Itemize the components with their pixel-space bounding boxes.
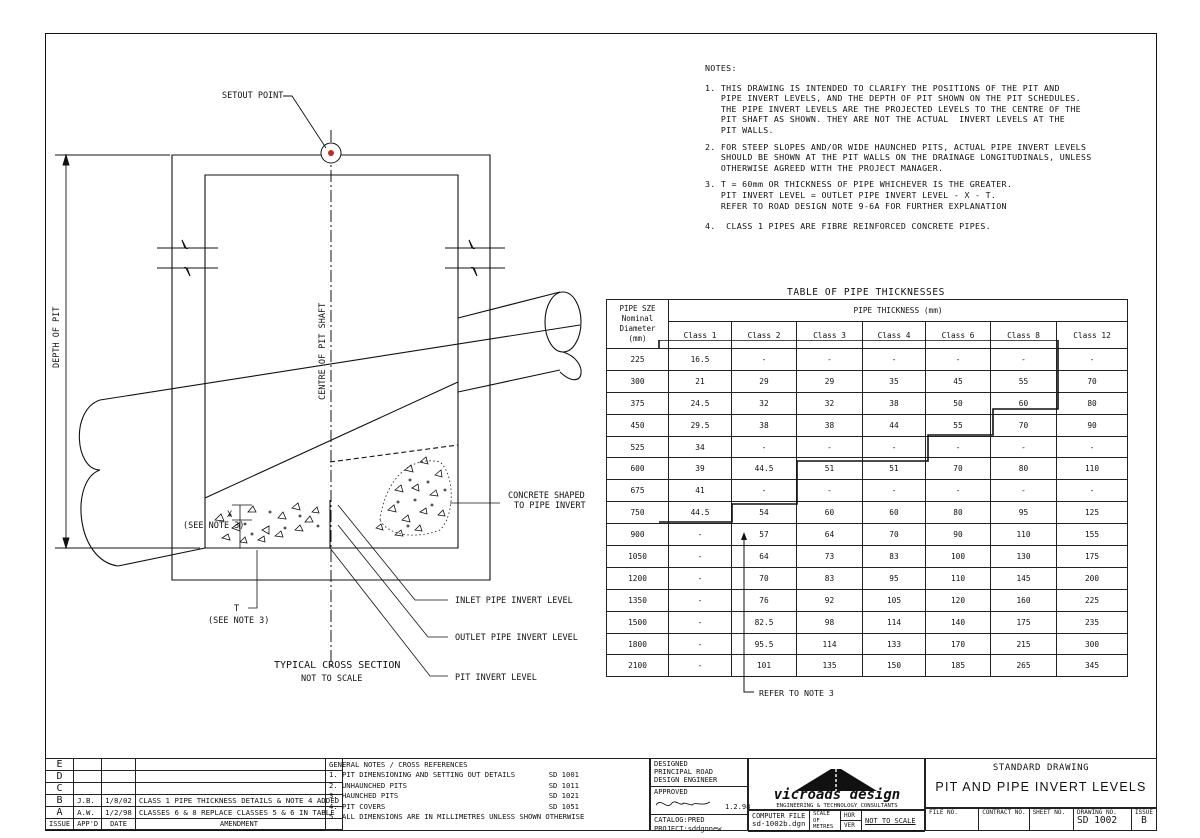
thickness-cell: - — [669, 546, 732, 568]
thickness-cell: 38 — [863, 392, 926, 414]
thickness-cell: 95.5 — [732, 633, 797, 655]
thickness-cell: 16.5 — [669, 349, 732, 371]
thickness-cell: - — [669, 655, 732, 677]
catalog-label: CATALOG:PRED — [651, 814, 747, 825]
drawing-no-cell: DRAWING NO. SD 1002 — [1074, 809, 1132, 831]
signoff-block — [650, 758, 751, 833]
thickness-cell: - — [669, 611, 732, 633]
thickness-cell: 90 — [926, 524, 991, 546]
thickness-cell: - — [669, 524, 732, 546]
pipe-size-cell: 1200 — [607, 567, 669, 589]
thickness-cell: 50 — [926, 392, 991, 414]
pipe-size-header: PIPE SZE Nominal Diameter (mm) — [607, 300, 669, 349]
thickness-cell: - — [669, 633, 732, 655]
thickness-cell: 114 — [797, 633, 863, 655]
thickness-cell: 95 — [863, 567, 926, 589]
inlet-pipe-mouth — [545, 292, 581, 352]
outlet-pipe-label: OUTLET PIPE INVERT LEVEL — [455, 633, 578, 643]
pipe-thickness-header: PIPE THICKNESS (mm) — [669, 300, 1128, 322]
thickness-cell: - — [991, 436, 1057, 458]
thickness-cell: - — [991, 480, 1057, 502]
thickness-cell: 60 — [797, 502, 863, 524]
thickness-cell: 73 — [797, 546, 863, 568]
typical-cross-section-label: TYPICAL CROSS SECTION — [274, 660, 401, 671]
designed-value-1: PRINCIPAL ROAD — [654, 768, 714, 776]
thickness-cell: - — [991, 349, 1057, 371]
class-header: Class 1 — [669, 322, 732, 349]
setout-point-label: SETOUT POINT — [222, 91, 284, 101]
general-notes-title: GENERAL NOTES / CROSS REFERENCES — [329, 760, 468, 769]
pipe-size-cell: 2100 — [607, 655, 669, 677]
thickness-cell: 64 — [732, 546, 797, 568]
thickness-cell: 82.5 — [732, 611, 797, 633]
thickness-cell: - — [797, 480, 863, 502]
thickness-cell: 80 — [926, 502, 991, 524]
thickness-cell: 110 — [1057, 458, 1128, 480]
thickness-cell: 92 — [797, 589, 863, 611]
general-note-item: 3. HAUNCHED PITS SD 1021 — [329, 791, 579, 801]
thickness-cell: 44.5 — [732, 458, 797, 480]
thickness-cell: - — [797, 436, 863, 458]
drawing-title-block — [925, 758, 1157, 808]
designed-value-2: DESIGN ENGINEER — [654, 776, 718, 784]
thickness-cell: 101 — [732, 655, 797, 677]
thickness-cell: 150 — [863, 655, 926, 677]
note-1: 1. THIS DRAWING IS INTENDED TO CLARIFY THE POSITIONS OF THE PIT AND PIPE INVERT LEVELS, AND THE DEPTH OF PIT SHOWN ON THE PIT SCHEDULES. THE PIPE INVERT LEVELS ARE THE PROJECTED LEVELS TO THE CENTRE OF THE PIT SHAFT AS SHOWN. THEY ARE NOT THE ACTUAL INVERT LEVELS AT THE PIT WALLS. — [705, 82, 1081, 135]
thickness-cell: 105 — [863, 589, 926, 611]
note-4: 4. CLASS 1 PIPES ARE FIBRE REINFORCED CONCRETE PIPES. — [705, 221, 991, 232]
inlet-pipe-label: INLET PIPE INVERT LEVEL — [455, 596, 573, 606]
refer-note-label: REFER TO NOTE 3 — [759, 688, 834, 698]
project-label: PROJECT:sddgnnew — [654, 825, 722, 833]
pipe-size-cell: 1500 — [607, 611, 669, 633]
approved-label: APPROVED — [651, 786, 747, 797]
file-scale-table — [748, 810, 925, 832]
thickness-cell: 300 — [1057, 633, 1128, 655]
thickness-cell: 145 — [991, 567, 1057, 589]
t-leader — [248, 550, 257, 608]
thickness-cell: 110 — [991, 524, 1057, 546]
scale-label-cell: SCALE OF METRES — [810, 811, 841, 832]
pit-invert-leader — [330, 548, 448, 676]
thickness-cell: 133 — [863, 633, 926, 655]
thickness-cell: 57 — [732, 524, 797, 546]
drawing-type: STANDARD DRAWING — [992, 763, 1090, 773]
pipe-size-cell: 300 — [607, 370, 669, 392]
thickness-cell: 175 — [1057, 546, 1128, 568]
note-2: 2. FOR STEEP SLOPES AND/OR WIDE HAUNCHED PITS, ACTUAL PIPE INVERT LEVELS SHOULD BE SHOWN AT THE PIT WALLS ON THE DRAINAGE LONGITUDINALS, UNLESS OTHERWISE AGREED WITH THE PROJECT MANAGER. — [705, 141, 1092, 173]
table-title: TABLE OF PIPE THICKNESSES — [787, 287, 945, 298]
thickness-cell: - — [732, 349, 797, 371]
thickness-cell: 45 — [926, 370, 991, 392]
thickness-cell: 345 — [1057, 655, 1128, 677]
thickness-cell: 235 — [1057, 611, 1128, 633]
approver-signature — [654, 797, 714, 811]
amendment-row: A A.W. 1/2/98 CLASSES 6 & 8 REPLACE CLASSES 5 & 6 IN TABLE — [46, 807, 343, 819]
class-header: Class 8 — [991, 322, 1057, 349]
thickness-cell: 44.5 — [669, 502, 732, 524]
amendment-header-row: ISSUE APP'D DATE AMENDMENT — [46, 819, 343, 830]
logo-block — [748, 758, 925, 810]
thickness-cell: 155 — [1057, 524, 1128, 546]
thickness-cell: 51 — [797, 458, 863, 480]
general-note-item: 5. ALL DIMENSIONS ARE IN MILLIMETRES UNLESS SHOWN OTHERWISE — [329, 812, 585, 822]
thickness-cell: 90 — [1057, 414, 1128, 436]
thickness-cell: - — [863, 349, 926, 371]
pipe-size-cell: 225 — [607, 349, 669, 371]
see-note-3-label-a: (SEE NOTE 3) — [183, 521, 245, 531]
thickness-cell: 64 — [797, 524, 863, 546]
thickness-cell: 60 — [991, 392, 1057, 414]
pipe-size-cell: 450 — [607, 414, 669, 436]
pipe-size-cell: 525 — [607, 436, 669, 458]
thickness-cell: 32 — [797, 392, 863, 414]
thickness-cell: 70 — [926, 458, 991, 480]
refer-arrow — [741, 532, 747, 540]
thickness-cell: 54 — [732, 502, 797, 524]
computer-file-cell: COMPUTER FILE sd-1002b.dgn — [749, 811, 810, 832]
thickness-cell: 70 — [863, 524, 926, 546]
class-header: Class 6 — [926, 322, 991, 349]
inlet-pipe-top — [458, 292, 560, 318]
contract-no-label: CONTRACT NO. — [979, 809, 1029, 831]
pipe-size-cell: 1800 — [607, 633, 669, 655]
t-label: T — [234, 604, 240, 614]
table-boundary-overlay — [600, 340, 1140, 700]
thickness-cell: 175 — [991, 611, 1057, 633]
thickness-cell: 98 — [797, 611, 863, 633]
thickness-cell: 35 — [863, 370, 926, 392]
thickness-cell: 70 — [1057, 370, 1128, 392]
thickness-cell: 41 — [669, 480, 732, 502]
thickness-cell: - — [1057, 480, 1128, 502]
thickness-cell: - — [926, 480, 991, 502]
thickness-cell: 38 — [797, 414, 863, 436]
designed-label: DESIGNED — [654, 760, 688, 768]
amendment-row: B J.B. 1/8/02 CLASS 1 PIPE THICKNESS DETAILS & NOTE 4 ADDED — [46, 795, 343, 807]
cross-section-drawing — [0, 0, 600, 700]
thickness-cell: 34 — [669, 436, 732, 458]
class-boundary-line — [659, 340, 1058, 522]
thickness-cell: 70 — [991, 414, 1057, 436]
thickness-cell: 160 — [991, 589, 1057, 611]
concrete-fill-right — [376, 457, 451, 536]
thickness-cell: 185 — [926, 655, 991, 677]
thickness-cell: - — [1057, 436, 1128, 458]
pipe-size-cell: 375 — [607, 392, 669, 414]
thickness-cell: 29 — [732, 370, 797, 392]
thickness-cell: 60 — [863, 502, 926, 524]
thickness-cell: 170 — [926, 633, 991, 655]
thickness-cell: 44 — [863, 414, 926, 436]
sheet-no-label: SHEET NO. — [1029, 809, 1073, 831]
concrete-shaped-label: CONCRETE SHAPED — [508, 491, 585, 501]
note-3: 3. T = 60mm OR THICKNESS OF PIPE WHICHEVER IS THE GREATER. PIT INVERT LEVEL = OUTLET PIPE INVERT LEVEL - X - T. REFER TO ROAD DESIGN NOTE 9-6A FOR FURTHER EXPLANATION — [705, 179, 1013, 211]
invert-dashed-line — [330, 445, 458, 462]
thickness-cell: 83 — [797, 567, 863, 589]
refer-leader — [744, 537, 754, 692]
thickness-cell: 76 — [732, 589, 797, 611]
pit-invert-label: PIT INVERT LEVEL — [455, 673, 537, 683]
logo-sub-text: ENGINEERING & TECHNOLOGY CONSULTANTS — [776, 803, 898, 809]
thickness-cell: 80 — [991, 458, 1057, 480]
thickness-cell: 55 — [926, 414, 991, 436]
thickness-cell: 95 — [991, 502, 1057, 524]
inlet-pipe-bottom — [458, 370, 560, 392]
thickness-cell: 55 — [991, 370, 1057, 392]
thickness-cell: 24.5 — [669, 392, 732, 414]
scale-value: NOT TO SCALE — [862, 811, 925, 832]
notes-block — [705, 63, 1092, 238]
file-no-label: FILE NO. — [926, 809, 979, 831]
not-to-scale-label: NOT TO SCALE — [301, 674, 363, 684]
thickness-cell: 200 — [1057, 567, 1128, 589]
thickness-cell: 265 — [991, 655, 1057, 677]
depth-dimension — [55, 155, 200, 548]
outlet-pipe-bottom — [118, 548, 205, 566]
general-notes — [325, 758, 650, 831]
thickness-cell: - — [926, 436, 991, 458]
amendment-row: D — [46, 771, 343, 783]
pipe-size-cell: 1350 — [607, 589, 669, 611]
class-header: Class 4 — [863, 322, 926, 349]
to-pipe-invert-label: TO PIPE INVERT — [514, 501, 586, 511]
amendment-row: E — [46, 759, 343, 771]
thickness-cell: 21 — [669, 370, 732, 392]
approved-date: 1.2.98 — [725, 803, 751, 811]
thickness-cell: 114 — [863, 611, 926, 633]
depth-of-pit-label: DEPTH OF PIT — [52, 306, 62, 368]
thickness-cell: - — [797, 349, 863, 371]
thickness-cell: 39 — [669, 458, 732, 480]
outlet-pipe-end — [79, 400, 118, 566]
pipe-size-cell: 600 — [607, 458, 669, 480]
thickness-cell: - — [863, 436, 926, 458]
thickness-cell: - — [732, 436, 797, 458]
thickness-cell: 29 — [797, 370, 863, 392]
general-note-item: 2. UNHAUNCHED PITS SD 1011 — [329, 780, 579, 790]
drawing-title: PIT AND PIPE INVERT LEVELS — [935, 780, 1147, 794]
thickness-cell: 38 — [732, 414, 797, 436]
thickness-cell: - — [1057, 349, 1128, 371]
thickness-cell: 125 — [1057, 502, 1128, 524]
thickness-cell: - — [926, 349, 991, 371]
see-note-3-label-b: (SEE NOTE 3) — [208, 616, 270, 626]
amendments-table — [45, 758, 343, 830]
vicroads-logo — [749, 759, 924, 809]
drawing-number-table — [925, 808, 1157, 831]
hor-label: HOR — [841, 811, 862, 821]
pipe-size-cell: 1050 — [607, 546, 669, 568]
thickness-cell: 135 — [797, 655, 863, 677]
general-note-item: 1. PIT DIMENSIONING AND SETTING OUT DETAILS SD 1001 — [329, 770, 579, 780]
logo-brand-text: vicroads design — [773, 787, 901, 803]
x-label: X — [227, 510, 233, 520]
ver-label: VER — [841, 821, 862, 831]
centre-of-pit-shaft-label: CENTRE OF PIT SHAFT — [318, 302, 328, 400]
class-header: Class 12 — [1057, 322, 1128, 349]
thickness-cell: 80 — [1057, 392, 1128, 414]
amendment-row: C — [46, 783, 343, 795]
thickness-cell: 140 — [926, 611, 991, 633]
thickness-cell: 32 — [732, 392, 797, 414]
pipe-size-cell: 675 — [607, 480, 669, 502]
setout-leader — [283, 96, 326, 148]
thickness-cell: 29.5 — [669, 414, 732, 436]
thickness-cell: 130 — [991, 546, 1057, 568]
outlet-leader — [338, 525, 448, 637]
thickness-cell: 100 — [926, 546, 991, 568]
class-header: Class 3 — [797, 322, 863, 349]
setout-point-dot — [328, 150, 334, 156]
thickness-cell: 120 — [926, 589, 991, 611]
thickness-cell: - — [669, 567, 732, 589]
thickness-cell: 215 — [991, 633, 1057, 655]
thickness-cell: 110 — [926, 567, 991, 589]
issue-cell: ISSUE B — [1131, 809, 1156, 831]
inlet-pipe-lower-curve — [560, 352, 581, 380]
thickness-cell: - — [669, 589, 732, 611]
thickness-cell: 70 — [732, 567, 797, 589]
notes-title: NOTES: — [705, 63, 737, 73]
pipe-size-cell: 750 — [607, 502, 669, 524]
general-note-item: 4. PIT COVERS SD 1051 — [329, 801, 579, 811]
class-header: Class 2 — [732, 322, 797, 349]
pipe-size-cell: 900 — [607, 524, 669, 546]
thickness-cell: 51 — [863, 458, 926, 480]
thickness-cell: 225 — [1057, 589, 1128, 611]
thickness-cell: - — [863, 480, 926, 502]
inlet-leader — [338, 505, 448, 600]
thickness-cell: 83 — [863, 546, 926, 568]
thickness-cell: - — [732, 480, 797, 502]
